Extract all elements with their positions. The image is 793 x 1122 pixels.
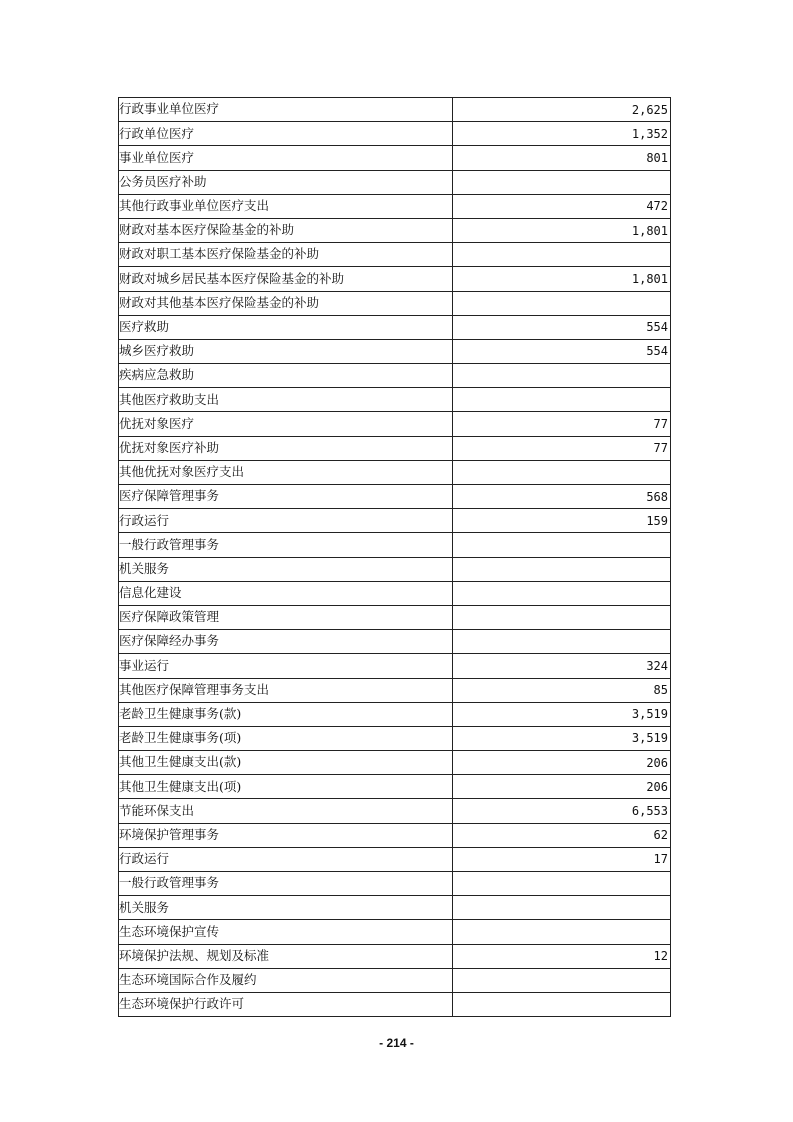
table-row [119,485,671,509]
item-name-cell: 财政对基本医疗保险基金的补助 [119,218,453,242]
item-name-cell: 事业运行 [119,654,453,678]
item-name-cell: 机关服务 [119,557,453,581]
item-name-cell: 老龄卫生健康事务(款) [119,702,453,726]
amount-cell [453,896,671,920]
table-row [119,678,671,702]
amount-cell [453,581,671,605]
item-name-cell: 行政运行 [119,509,453,533]
table-row [119,775,671,799]
item-name-cell: 城乡医疗救助 [119,339,453,363]
item-name-cell: 节能环保支出 [119,799,453,823]
table-row [119,751,671,775]
amount-cell [453,533,671,557]
amount-cell [453,630,671,654]
table-row [119,412,671,436]
table-row [119,218,671,242]
amount-cell: 1,352 [453,122,671,146]
table-row [119,194,671,218]
item-name-cell: 公务员医疗补助 [119,170,453,194]
amount-cell: 6,553 [453,799,671,823]
amount-cell [453,872,671,896]
amount-cell: 324 [453,654,671,678]
item-name-cell: 其他医疗救助支出 [119,388,453,412]
amount-cell: 1,801 [453,267,671,291]
table-row [119,872,671,896]
item-name-cell: 事业单位医疗 [119,146,453,170]
table-row [119,170,671,194]
amount-cell: 472 [453,194,671,218]
budget-table [118,97,671,1017]
item-name-cell: 优抚对象医疗补助 [119,436,453,460]
table-row [119,388,671,412]
table-row [119,581,671,605]
table-row [119,533,671,557]
table-row [119,339,671,363]
table-row [119,122,671,146]
amount-cell: 3,519 [453,726,671,750]
item-name-cell: 老龄卫生健康事务(项) [119,726,453,750]
table-row [119,847,671,871]
table-row [119,654,671,678]
item-name-cell: 医疗保障政策管理 [119,605,453,629]
table-row [119,243,671,267]
table-row [119,509,671,533]
table-row [119,364,671,388]
item-name-cell: 优抚对象医疗 [119,412,453,436]
amount-cell: 206 [453,775,671,799]
amount-cell: 206 [453,751,671,775]
item-name-cell: 财政对城乡居民基本医疗保险基金的补助 [119,267,453,291]
table-row [119,992,671,1016]
amount-cell: 2,625 [453,98,671,122]
amount-cell: 1,801 [453,218,671,242]
table-row [119,267,671,291]
amount-cell: 12 [453,944,671,968]
amount-cell [453,170,671,194]
table-row [119,291,671,315]
table-row [119,944,671,968]
table-row [119,630,671,654]
table-row [119,702,671,726]
item-name-cell: 环境保护法规、规划及标准 [119,944,453,968]
item-name-cell: 行政单位医疗 [119,122,453,146]
item-name-cell: 机关服务 [119,896,453,920]
item-name-cell: 环境保护管理事务 [119,823,453,847]
item-name-cell: 其他卫生健康支出(项) [119,775,453,799]
item-name-cell: 信息化建设 [119,581,453,605]
amount-cell: 159 [453,509,671,533]
item-name-cell: 生态环境保护行政许可 [119,992,453,1016]
table-row [119,920,671,944]
item-name-cell: 医疗保障管理事务 [119,485,453,509]
amount-cell: 801 [453,146,671,170]
amount-cell [453,243,671,267]
amount-cell [453,291,671,315]
amount-cell: 77 [453,436,671,460]
item-name-cell: 疾病应急救助 [119,364,453,388]
table-row [119,799,671,823]
item-name-cell: 行政事业单位医疗 [119,98,453,122]
amount-cell [453,388,671,412]
table-row [119,726,671,750]
amount-cell: 85 [453,678,671,702]
table-row [119,146,671,170]
item-name-cell: 行政运行 [119,847,453,871]
amount-cell [453,364,671,388]
table-row [119,968,671,992]
amount-cell [453,557,671,581]
table-row [119,557,671,581]
item-name-cell: 其他卫生健康支出(款) [119,751,453,775]
item-name-cell: 一般行政管理事务 [119,533,453,557]
table-body [119,98,671,1017]
table-row [119,98,671,122]
table-row [119,896,671,920]
table-row [119,605,671,629]
table-row [119,460,671,484]
amount-cell [453,605,671,629]
item-name-cell: 财政对其他基本医疗保险基金的补助 [119,291,453,315]
item-name-cell: 生态环境国际合作及履约 [119,968,453,992]
item-name-cell: 财政对职工基本医疗保险基金的补助 [119,243,453,267]
table-row [119,315,671,339]
item-name-cell: 医疗保障经办事务 [119,630,453,654]
table-row [119,823,671,847]
amount-cell: 554 [453,315,671,339]
amount-cell: 568 [453,485,671,509]
item-name-cell: 其他优抚对象医疗支出 [119,460,453,484]
page-number: - 214 - [379,1036,414,1050]
item-name-cell: 生态环境保护宣传 [119,920,453,944]
amount-cell: 62 [453,823,671,847]
item-name-cell: 其他行政事业单位医疗支出 [119,194,453,218]
table-row [119,436,671,460]
amount-cell [453,968,671,992]
item-name-cell: 一般行政管理事务 [119,872,453,896]
amount-cell: 77 [453,412,671,436]
amount-cell [453,920,671,944]
amount-cell: 17 [453,847,671,871]
amount-cell [453,460,671,484]
item-name-cell: 医疗救助 [119,315,453,339]
amount-cell: 554 [453,339,671,363]
amount-cell: 3,519 [453,702,671,726]
amount-cell [453,992,671,1016]
item-name-cell: 其他医疗保障管理事务支出 [119,678,453,702]
